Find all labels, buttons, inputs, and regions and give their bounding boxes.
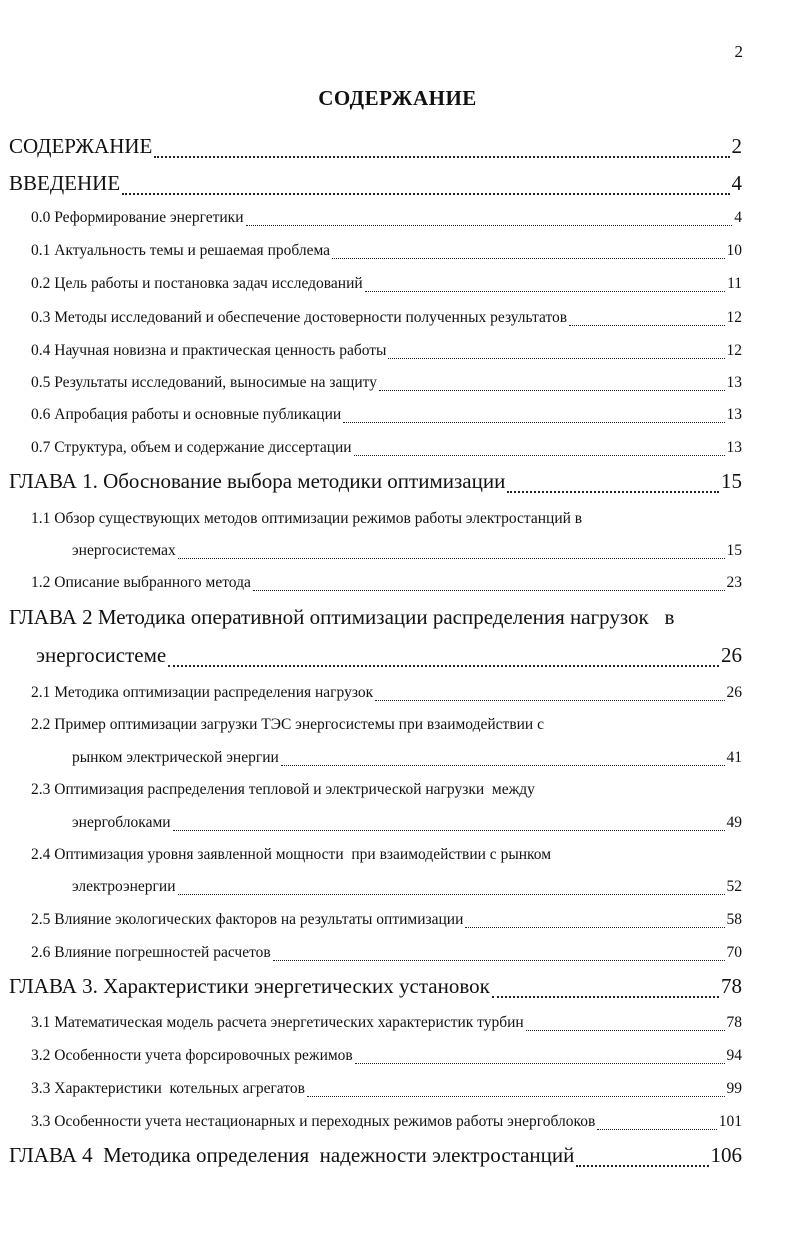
leader-dots xyxy=(492,996,719,998)
toc-page: 78 xyxy=(721,974,742,998)
toc-label: 3.1 Математическая модель расчета энергетических характеристик турбин xyxy=(31,1014,524,1031)
toc-entry-2-1[interactable] xyxy=(31,684,742,706)
leader-dots xyxy=(576,1165,708,1167)
toc-entry-0-1[interactable] xyxy=(31,242,742,264)
toc-label: 2.2 Пример оптимизации загрузки ТЭС энергосистемы при взаимодействии с xyxy=(31,716,544,733)
toc-page: 4 xyxy=(731,171,742,195)
toc-entry-0-0[interactable] xyxy=(31,209,742,231)
toc-entry-chapter-4[interactable] xyxy=(9,1143,742,1173)
toc-label: 3.3 Особенности учета нестационарных и переходных режимов работы энергоблоков xyxy=(31,1113,596,1130)
leader-dots xyxy=(253,590,725,591)
leader-dots xyxy=(465,927,724,928)
toc-label: ВВЕДЕНИЕ xyxy=(9,171,121,195)
toc-entry-0-3[interactable] xyxy=(31,309,742,331)
toc-page: 41 xyxy=(726,749,742,766)
toc-page: 101 xyxy=(718,1113,742,1130)
leader-dots xyxy=(597,1129,716,1130)
toc-label: ГЛАВА 1. Обоснование выбора методики оптимизации xyxy=(9,469,506,493)
toc-label: СОДЕРЖАНИЕ xyxy=(9,134,153,158)
toc-page: 70 xyxy=(726,944,742,961)
toc-label: 2.3 Оптимизация распределения тепловой и электрической нагрузки между xyxy=(31,781,535,798)
toc-label: 0.5 Результаты исследований, выносимые на защиту xyxy=(31,374,377,391)
leader-dots xyxy=(307,1096,725,1097)
leader-dots xyxy=(375,700,724,701)
toc-entry-0-6[interactable] xyxy=(31,406,742,428)
toc-entry-0-4[interactable] xyxy=(31,342,742,364)
toc-label: 0.0 Реформирование энергетики xyxy=(31,209,244,226)
leader-dots xyxy=(178,894,725,895)
leader-dots xyxy=(365,291,725,292)
leader-dots xyxy=(154,156,729,158)
toc-label: 0.1 Актуальность темы и решаемая проблема xyxy=(31,242,331,259)
toc-entry-chapter-2-line2[interactable] xyxy=(36,643,742,673)
toc-page: 99 xyxy=(726,1080,742,1097)
leader-dots xyxy=(246,225,733,226)
toc-page: 78 xyxy=(726,1014,742,1031)
leader-dots xyxy=(168,665,719,667)
toc-entry-chapter-2-line1[interactable] xyxy=(9,605,674,635)
toc-page: 23 xyxy=(726,574,742,591)
leader-dots xyxy=(388,358,724,359)
toc-entry-2-5[interactable] xyxy=(31,911,742,933)
toc-page: 26 xyxy=(726,684,742,701)
toc-page: 4 xyxy=(734,209,742,226)
toc-page: 106 xyxy=(710,1143,742,1167)
toc-entry-3-2[interactable] xyxy=(31,1047,742,1069)
leader-dots xyxy=(173,830,725,831)
toc-page: 58 xyxy=(726,911,742,928)
toc-entry-chapter-1[interactable] xyxy=(9,469,742,499)
leader-dots xyxy=(379,390,725,391)
leader-dots xyxy=(569,325,724,326)
toc-page: 26 xyxy=(721,643,742,667)
toc-label: ГЛАВА 4 Методика определения надежности электростанций xyxy=(9,1143,575,1167)
toc-page: 52 xyxy=(726,878,742,895)
toc-entry-2-4-line1[interactable] xyxy=(31,846,551,868)
toc-page: 11 xyxy=(727,275,742,292)
toc-label: 2.6 Влияние погрешностей расчетов xyxy=(31,944,271,961)
toc-label: 0.4 Научная новизна и практическая ценность работы xyxy=(31,342,387,359)
toc-label: энергосистеме xyxy=(36,643,167,667)
toc-page: 94 xyxy=(726,1047,742,1064)
leader-dots xyxy=(273,960,725,961)
toc-label: ГЛАВА 2 Методика оперативной оптимизации распределения нагрузок в xyxy=(9,605,675,629)
toc-label: 3.3 Характеристики котельных агрегатов xyxy=(31,1080,305,1097)
leader-dots xyxy=(343,422,724,423)
toc-entry-introduction[interactable] xyxy=(9,171,742,201)
leader-dots xyxy=(355,1063,725,1064)
toc-entry-1-1-line2[interactable] xyxy=(72,542,742,564)
toc-label: энергосистемах xyxy=(72,542,176,559)
toc-entry-0-7[interactable] xyxy=(31,439,742,461)
toc-page: 12 xyxy=(726,342,742,359)
toc-entry-chapter-3[interactable] xyxy=(9,974,742,1004)
toc-label: 2.1 Методика оптимизации распределения нагрузок xyxy=(31,684,374,701)
toc-page: 15 xyxy=(721,469,742,493)
toc-entry-2-3-line2[interactable] xyxy=(72,814,742,836)
leader-dots xyxy=(281,765,725,766)
toc-page: 12 xyxy=(726,309,742,326)
toc-label: 0.3 Методы исследований и обеспечение достоверности полученных результатов xyxy=(31,309,568,326)
toc-entry-0-2[interactable] xyxy=(31,275,742,297)
toc-entry-2-3-line1[interactable] xyxy=(31,781,535,803)
toc-page: 2 xyxy=(731,134,742,158)
toc-label: 1.2 Описание выбранного метода xyxy=(31,574,251,591)
leader-dots xyxy=(526,1030,725,1031)
page-title: СОДЕРЖАНИЕ xyxy=(318,86,477,110)
leader-dots xyxy=(507,491,719,493)
toc-entry-2-4-line2[interactable] xyxy=(72,878,742,900)
toc-label: 0.6 Апробация работы и основные публикации xyxy=(31,406,342,423)
toc-label: электроэнергии xyxy=(72,878,176,895)
toc-page: 13 xyxy=(726,374,742,391)
toc-label: ГЛАВА 3. Характеристики энергетических установок xyxy=(9,974,490,998)
toc-entry-3-3b[interactable] xyxy=(31,1113,742,1135)
leader-dots xyxy=(178,558,725,559)
toc-entry-3-1[interactable] xyxy=(31,1014,742,1036)
toc-entry-2-6[interactable] xyxy=(31,944,742,966)
toc-page: 13 xyxy=(726,406,742,423)
toc-label: рынком электрической энергии xyxy=(72,749,279,766)
toc-label: 3.2 Особенности учета форсировочных режимов xyxy=(31,1047,353,1064)
toc-entry-3-3[interactable] xyxy=(31,1080,742,1102)
leader-dots xyxy=(332,258,724,259)
toc-page: 10 xyxy=(726,242,742,259)
toc-label: 0.2 Цель работы и постановка задач исследований xyxy=(31,275,363,292)
toc-label: 0.7 Структура, объем и содержание диссертации xyxy=(31,439,352,456)
toc-entry-2-2-line1[interactable] xyxy=(31,716,544,738)
leader-dots xyxy=(354,455,725,456)
toc-entry-1-2[interactable] xyxy=(31,574,742,596)
toc-entry-0-5[interactable] xyxy=(31,374,742,396)
page-number: 2 xyxy=(734,42,743,61)
leader-dots xyxy=(122,193,729,195)
toc-label: 2.4 Оптимизация уровня заявленной мощности при взаимодействии с рынком xyxy=(31,846,552,863)
toc-page: 49 xyxy=(726,814,742,831)
toc-page: 15 xyxy=(726,542,742,559)
toc-label: энергоблоками xyxy=(72,814,171,831)
toc-page: 13 xyxy=(726,439,742,456)
toc-label: 1.1 Обзор существующих методов оптимизации режимов работы электростанций в xyxy=(31,510,583,527)
toc-label: 2.5 Влияние экологических факторов на результаты оптимизации xyxy=(31,911,464,928)
toc-entry-1-1-line1[interactable] xyxy=(31,510,582,532)
toc-entry-2-2-line2[interactable] xyxy=(72,749,742,771)
toc-entry-contents[interactable] xyxy=(9,134,742,164)
